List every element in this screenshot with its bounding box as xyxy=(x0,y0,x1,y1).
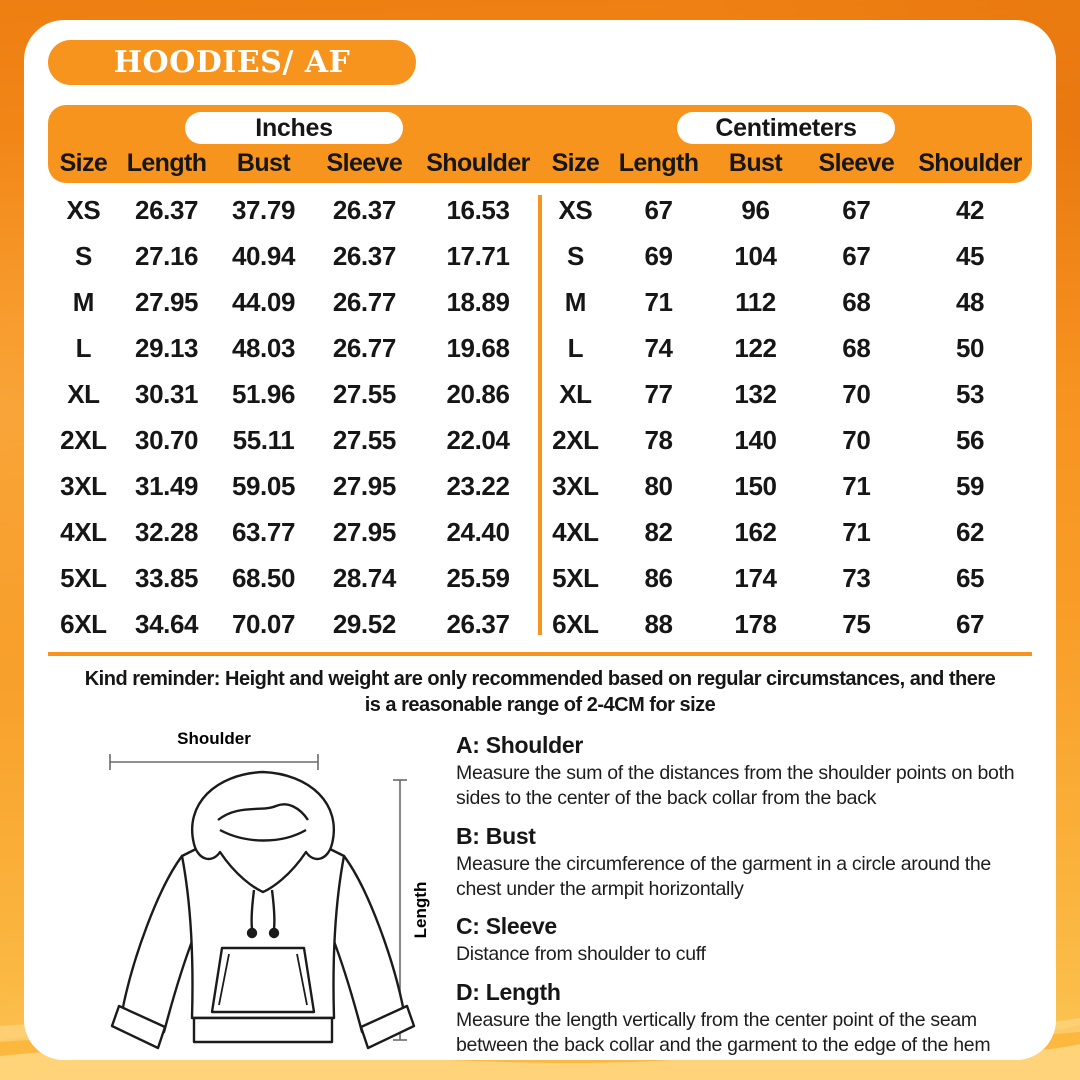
value-cell: 29.52 xyxy=(332,608,396,639)
value-cell: 48.03 xyxy=(231,332,296,363)
value-cell: 112 xyxy=(735,286,776,317)
inches-column-headers xyxy=(48,144,540,183)
size-cell: 3XL xyxy=(552,470,599,501)
value-cell: 104 xyxy=(734,240,777,271)
size-cell: XS xyxy=(66,194,101,225)
value-cell: 82 xyxy=(644,516,673,547)
value-cell: 74 xyxy=(644,332,673,363)
value-cell: 71 xyxy=(842,516,871,547)
value-cell: 80 xyxy=(644,470,673,501)
value-cell: 17.71 xyxy=(446,240,510,271)
column-header: Sleeve xyxy=(818,149,895,177)
value-cell: 65 xyxy=(955,562,985,593)
value-cell: 37.79 xyxy=(231,194,296,225)
size-cell: L xyxy=(75,332,92,363)
value-cell: 27.55 xyxy=(332,424,396,455)
measurement-key: A: Shoulder xyxy=(456,732,584,758)
measurement-block xyxy=(456,913,1036,967)
size-cell: M xyxy=(72,286,95,317)
size-chart-card xyxy=(24,20,1056,1060)
value-cell: 19.68 xyxy=(446,332,510,363)
inches-unit-label: Inches xyxy=(255,113,333,142)
value-cell: 56 xyxy=(955,424,985,455)
value-cell: 22.04 xyxy=(446,424,510,455)
centimeters-unit-label: Centimeters xyxy=(715,113,857,142)
shoulder-dimension-label: Shoulder xyxy=(177,729,251,748)
column-header: Shoulder xyxy=(918,149,1022,177)
value-cell: 70 xyxy=(842,424,871,455)
size-cell: XL xyxy=(559,378,592,409)
measurement-description: Measure the sum of the distances from the shoulder points on both sides to the center of the back collar from the back xyxy=(456,762,1015,810)
value-cell: 40.94 xyxy=(231,240,296,271)
value-cell: 26.77 xyxy=(332,332,396,363)
value-cell: 30.31 xyxy=(135,378,199,409)
size-cell: 5XL xyxy=(552,562,599,593)
value-cell: 69 xyxy=(644,240,673,271)
size-cell: XS xyxy=(558,194,593,225)
product-title: HOODIES/ AF xyxy=(113,45,351,80)
value-cell: 67 xyxy=(842,240,871,271)
value-cell: 27.55 xyxy=(332,378,396,409)
value-cell: 28.74 xyxy=(332,562,396,593)
value-cell: 122 xyxy=(734,332,777,363)
hoodie-measurement-diagram xyxy=(66,722,466,1052)
measurement-description: Measure the length vertically from the center point of the seam between the back collar and the garment to the edge of the hem xyxy=(456,1008,991,1057)
column-header: Size xyxy=(551,149,600,177)
value-cell: 26.37 xyxy=(135,194,199,225)
value-cell: 16.53 xyxy=(446,194,510,225)
measurement-description: Distance from shoulder to cuff xyxy=(456,943,706,966)
value-cell: 33.85 xyxy=(135,562,199,593)
value-cell: 63.77 xyxy=(231,516,296,547)
value-cell: 45 xyxy=(955,240,985,271)
shoulder-dimension-line xyxy=(110,754,318,770)
value-cell: 86 xyxy=(644,562,673,593)
value-cell: 42 xyxy=(955,194,985,225)
size-cell: 4XL xyxy=(552,516,599,547)
value-cell: 78 xyxy=(644,424,673,455)
value-cell: 32.28 xyxy=(135,516,199,547)
value-cell: 150 xyxy=(734,470,777,501)
size-cell: 2XL xyxy=(552,424,599,455)
inches-unit-pill xyxy=(185,112,403,144)
value-cell: 31.49 xyxy=(135,470,199,501)
value-cell: 55.11 xyxy=(232,424,295,455)
value-cell: 29.13 xyxy=(135,332,199,363)
measurement-key: D: Length xyxy=(456,978,561,1005)
value-cell: 18.89 xyxy=(446,286,510,317)
value-cell: 51.96 xyxy=(231,378,296,409)
value-cell: 178 xyxy=(734,608,777,639)
column-header: Length xyxy=(126,149,207,177)
measurement-description: Measure the circumference of the garment in a circle around the chest under the armpit horizontally xyxy=(456,852,991,901)
value-cell: 73 xyxy=(842,562,871,593)
value-cell: 27.95 xyxy=(332,470,396,501)
value-cell: 48 xyxy=(955,286,985,317)
centimeters-table-body xyxy=(540,187,1032,647)
value-cell: 23.22 xyxy=(446,470,510,501)
column-header: Size xyxy=(59,149,108,177)
value-cell: 20.86 xyxy=(446,378,510,409)
column-header: Bust xyxy=(236,149,291,177)
value-cell: 67 xyxy=(842,194,871,225)
inches-header-section xyxy=(48,105,540,183)
value-cell: 174 xyxy=(734,562,777,593)
value-cell: 132 xyxy=(734,378,777,409)
size-cell: 2XL xyxy=(60,424,107,455)
value-cell: 27.95 xyxy=(332,516,396,547)
table-header-band xyxy=(48,105,1032,183)
table-vertical-divider xyxy=(538,195,542,635)
inches-table-body xyxy=(48,187,540,647)
size-cell: S xyxy=(74,240,92,271)
measurement-block xyxy=(456,732,1036,812)
centimeters-unit-pill xyxy=(677,112,895,144)
centimeters-header-section xyxy=(540,105,1032,183)
value-cell: 68 xyxy=(842,286,871,317)
length-dimension-label: Length xyxy=(411,881,430,939)
value-cell: 88 xyxy=(644,608,673,639)
size-tables xyxy=(48,187,1032,647)
value-cell: 25.59 xyxy=(446,562,510,593)
value-cell: 44.09 xyxy=(231,286,296,317)
value-cell: 27.95 xyxy=(135,286,199,317)
value-cell: 24.40 xyxy=(446,516,510,547)
value-cell: 34.64 xyxy=(135,608,199,639)
measurement-key: C: Sleeve xyxy=(456,913,557,940)
size-cell: 3XL xyxy=(60,470,107,501)
value-cell: 71 xyxy=(842,470,871,501)
hoodie-illustration xyxy=(112,772,414,1048)
value-cell: 70 xyxy=(842,378,871,409)
size-cell: XL xyxy=(67,378,100,409)
centimeters-column-headers xyxy=(540,144,1032,183)
column-header: Shoulder xyxy=(426,149,530,177)
size-cell: S xyxy=(566,240,584,271)
kind-reminder-note: Kind reminder: Height and weight are only recommended based on regular circumstances, and there is a reasonable range of 2-4CM for size xyxy=(84,668,996,716)
value-cell: 53 xyxy=(955,378,985,409)
measurement-key: B: Bust xyxy=(456,822,536,849)
value-cell: 96 xyxy=(741,194,770,225)
table-bottom-divider xyxy=(48,652,1032,656)
value-cell: 162 xyxy=(734,516,777,547)
value-cell: 77 xyxy=(644,378,673,409)
column-header: Bust xyxy=(728,149,783,177)
size-cell: 6XL xyxy=(60,608,107,639)
value-cell: 68 xyxy=(842,332,871,363)
column-header: Sleeve xyxy=(326,149,403,177)
value-cell: 26.37 xyxy=(332,194,396,225)
size-cell: 6XL xyxy=(552,608,599,639)
value-cell: 71 xyxy=(644,286,673,317)
value-cell: 62 xyxy=(955,516,985,547)
value-cell: 70.07 xyxy=(231,608,296,639)
measurement-block xyxy=(456,979,1036,1059)
value-cell: 59 xyxy=(955,470,985,501)
measurement-block xyxy=(456,823,1036,903)
value-cell: 50 xyxy=(955,332,985,363)
value-cell: 75 xyxy=(842,608,871,639)
measurement-guide xyxy=(456,732,1036,1069)
product-title-pill xyxy=(48,40,416,85)
size-cell: L xyxy=(567,332,584,363)
value-cell: 67 xyxy=(955,608,985,639)
column-header: Length xyxy=(618,149,699,177)
value-cell: 26.37 xyxy=(446,608,510,639)
size-cell: 5XL xyxy=(60,562,107,593)
value-cell: 30.70 xyxy=(135,424,199,455)
value-cell: 26.77 xyxy=(332,286,396,317)
size-cell: M xyxy=(564,286,587,317)
value-cell: 27.16 xyxy=(135,240,199,271)
value-cell: 140 xyxy=(734,424,777,455)
value-cell: 59.05 xyxy=(231,470,296,501)
value-cell: 68.50 xyxy=(231,562,296,593)
value-cell: 67 xyxy=(644,194,673,225)
value-cell: 26.37 xyxy=(332,240,396,271)
size-cell: 4XL xyxy=(60,516,107,547)
